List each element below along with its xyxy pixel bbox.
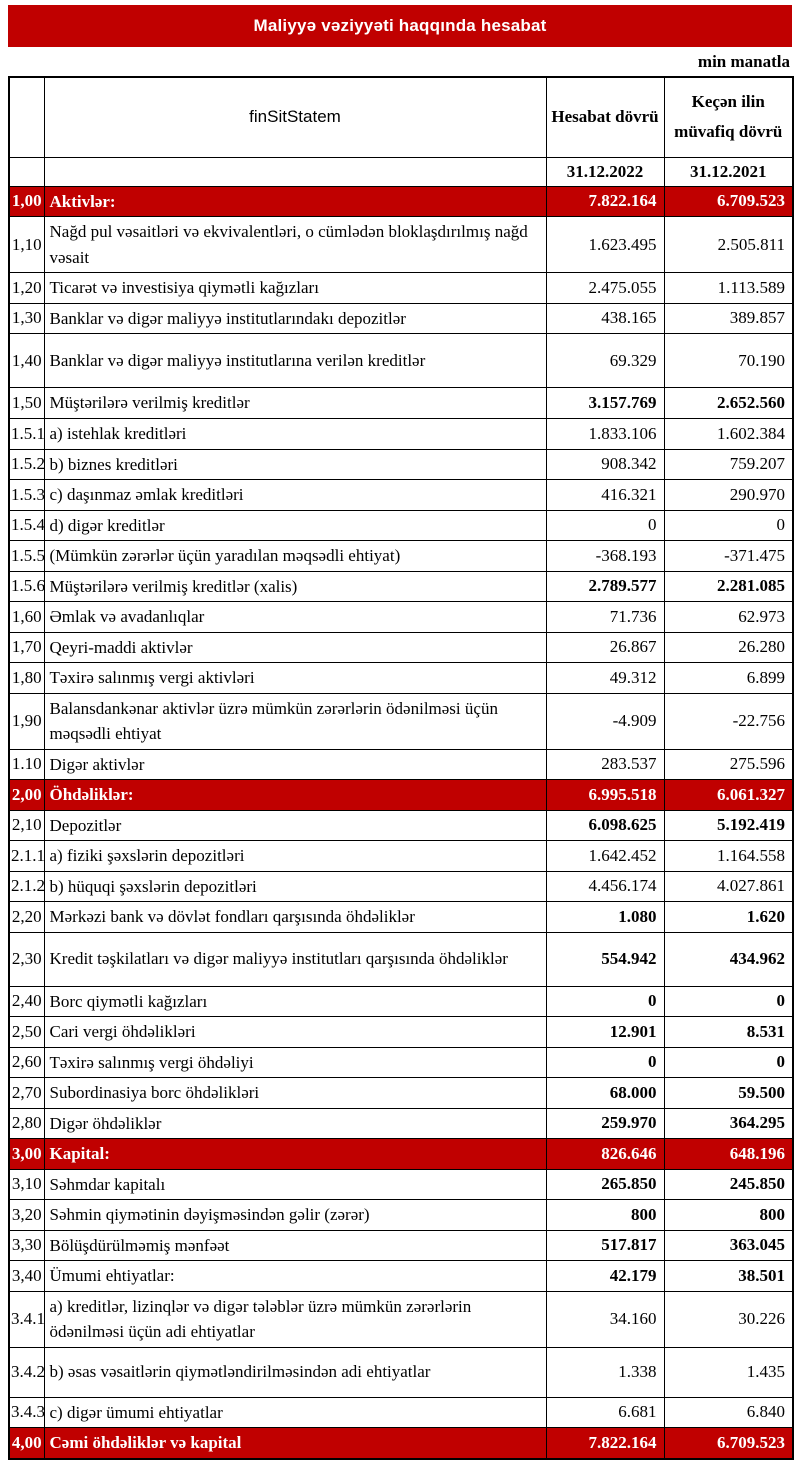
row-label: Mərkəzi bank və dövlət fondları qarşısında öhdəliklər xyxy=(44,902,546,933)
table-row xyxy=(9,663,793,694)
table-row xyxy=(9,449,793,480)
column-header-previous-period: Keçən ilin müvafiq dövrü xyxy=(664,77,793,157)
row-value-2022: -4.909 xyxy=(546,693,664,749)
row-code: 2.1.1 xyxy=(9,841,44,872)
row-label: Səhmin qiymətinin dəyişməsindən gəlir (zərər) xyxy=(44,1200,546,1231)
report-title-banner xyxy=(8,5,792,47)
row-value-2021: 1.435 xyxy=(664,1347,793,1397)
row-value-2021: 363.045 xyxy=(664,1230,793,1261)
table-row xyxy=(9,480,793,511)
row-value-2021: 0 xyxy=(664,986,793,1017)
row-value-2022: 0 xyxy=(546,510,664,541)
row-value-2022: 1.642.452 xyxy=(546,841,664,872)
row-label: Təxirə salınmış vergi öhdəliyi xyxy=(44,1047,546,1078)
row-code: 1,90 xyxy=(9,693,44,749)
row-code: 3.4.3 xyxy=(9,1397,44,1428)
row-label: a) istehlak kreditləri xyxy=(44,419,546,450)
row-value-2021: 6.709.523 xyxy=(664,1428,793,1459)
row-label: (Mümkün zərərlər üçün yaradılan məqsədli ehtiyat) xyxy=(44,541,546,572)
table-row xyxy=(9,986,793,1017)
row-value-2022: 1.080 xyxy=(546,902,664,933)
row-value-2021: 648.196 xyxy=(664,1139,793,1170)
row-label: Digər öhdəliklər xyxy=(44,1108,546,1139)
table-row xyxy=(9,334,793,388)
row-value-2022: 2.789.577 xyxy=(546,571,664,602)
table-row xyxy=(9,1261,793,1292)
row-value-2022: 517.817 xyxy=(546,1230,664,1261)
section-row xyxy=(9,186,793,217)
row-code: 2,30 xyxy=(9,932,44,986)
row-value-2022: 554.942 xyxy=(546,932,664,986)
row-label: a) kreditlər, lizinqlər və digər tələblər üzrə mümkün zərərlərin ödənilməsi üçün adi ehtiyatlar xyxy=(44,1291,546,1347)
row-label: Qeyri-maddi aktivlər xyxy=(44,632,546,663)
row-code: 3,20 xyxy=(9,1200,44,1231)
table-row xyxy=(9,388,793,419)
row-code: 3,40 xyxy=(9,1261,44,1292)
row-value-2022: 7.822.164 xyxy=(546,186,664,217)
row-code: 1,50 xyxy=(9,388,44,419)
row-code: 1,30 xyxy=(9,303,44,334)
table-row xyxy=(9,1230,793,1261)
row-value-2022: 416.321 xyxy=(546,480,664,511)
row-code: 3.4.2 xyxy=(9,1347,44,1397)
row-value-2021: 62.973 xyxy=(664,602,793,633)
row-value-2022: 1.623.495 xyxy=(546,217,664,273)
unit-note: min manatla xyxy=(697,52,790,71)
date-previous: 31.12.2021 xyxy=(664,157,793,186)
row-value-2021: 759.207 xyxy=(664,449,793,480)
table-row xyxy=(9,810,793,841)
row-value-2022: 68.000 xyxy=(546,1078,664,1109)
row-value-2022: -368.193 xyxy=(546,541,664,572)
table-row xyxy=(9,1291,793,1347)
row-code: 1,80 xyxy=(9,663,44,694)
row-label: Nağd pul vəsaitləri və ekvivalentləri, o cümlədən bloklaşdırılmış nağd vəsait xyxy=(44,217,546,273)
report-title: Maliyyə vəziyyəti haqqında hesabat xyxy=(253,16,547,35)
row-value-2021: 26.280 xyxy=(664,632,793,663)
row-code: 1,60 xyxy=(9,602,44,633)
row-value-2021: 30.226 xyxy=(664,1291,793,1347)
row-code: 2,80 xyxy=(9,1108,44,1139)
table-row xyxy=(9,693,793,749)
row-label: Kredit təşkilatları və digər maliyyə institutları qarşısında öhdəliklər xyxy=(44,932,546,986)
row-code: 1.5.6 xyxy=(9,571,44,602)
row-code: 2,20 xyxy=(9,902,44,933)
row-label: Cari vergi öhdəlikləri xyxy=(44,1017,546,1048)
row-code: 1.5.1 xyxy=(9,419,44,450)
table-row xyxy=(9,1397,793,1428)
row-value-2022: 0 xyxy=(546,1047,664,1078)
table-row xyxy=(9,1078,793,1109)
row-value-2022: 1.833.106 xyxy=(546,419,664,450)
row-value-2021: 4.027.861 xyxy=(664,871,793,902)
table-row xyxy=(9,510,793,541)
table-row xyxy=(9,541,793,572)
row-code: 2,70 xyxy=(9,1078,44,1109)
row-value-2021: 1.620 xyxy=(664,902,793,933)
row-value-2022: 438.165 xyxy=(546,303,664,334)
row-code: 2,60 xyxy=(9,1047,44,1078)
table-row xyxy=(9,1047,793,1078)
row-value-2021: 0 xyxy=(664,510,793,541)
row-label: Aktivlər: xyxy=(44,186,546,217)
row-label: Əmlak və avadanlıqlar xyxy=(44,602,546,633)
row-label: Balansdankənar aktivlər üzrə mümkün zərərlərin ödənilməsi üçün məqsədli ehtiyat xyxy=(44,693,546,749)
row-label: b) hüquqi şəxslərin depozitləri xyxy=(44,871,546,902)
header-empty-cell xyxy=(9,77,44,157)
row-value-2022: 908.342 xyxy=(546,449,664,480)
row-label: Banklar və digər maliyyə institutlarındakı depozitlər xyxy=(44,303,546,334)
row-label: Öhdəliklər: xyxy=(44,780,546,811)
row-code: 4,00 xyxy=(9,1428,44,1459)
table-row xyxy=(9,571,793,602)
row-value-2021: 290.970 xyxy=(664,480,793,511)
row-label: Banklar və digər maliyyə institutlarına verilən kreditlər xyxy=(44,334,546,388)
row-label: c) digər ümumi ehtiyatlar xyxy=(44,1397,546,1428)
table-row xyxy=(9,273,793,304)
row-value-2021: 6.709.523 xyxy=(664,186,793,217)
table-row xyxy=(9,1017,793,1048)
financial-statement-table xyxy=(8,76,794,1460)
row-label: d) digər kreditlər xyxy=(44,510,546,541)
row-code: 2,50 xyxy=(9,1017,44,1048)
row-value-2022: 49.312 xyxy=(546,663,664,694)
table-row xyxy=(9,902,793,933)
row-value-2021: -22.756 xyxy=(664,693,793,749)
row-code: 1.5.5 xyxy=(9,541,44,572)
row-code: 2,40 xyxy=(9,986,44,1017)
table-row xyxy=(9,932,793,986)
row-label: Depozitlər xyxy=(44,810,546,841)
section-row xyxy=(9,1428,793,1459)
row-label: Təxirə salınmış vergi aktivləri xyxy=(44,663,546,694)
row-code: 3.4.1 xyxy=(9,1291,44,1347)
table-row xyxy=(9,749,793,780)
date-empty-code-cell xyxy=(9,157,44,186)
row-value-2021: 0 xyxy=(664,1047,793,1078)
table-row xyxy=(9,217,793,273)
row-code: 1,40 xyxy=(9,334,44,388)
table-row xyxy=(9,602,793,633)
row-label: Subordinasiya borc öhdəlikləri xyxy=(44,1078,546,1109)
date-empty-label-cell xyxy=(44,157,546,186)
row-value-2021: 2.505.811 xyxy=(664,217,793,273)
row-label: Ticarət və investisiya qiymətli kağızları xyxy=(44,273,546,304)
row-value-2021: 6.840 xyxy=(664,1397,793,1428)
row-code: 2,10 xyxy=(9,810,44,841)
row-value-2022: 4.456.174 xyxy=(546,871,664,902)
table-row xyxy=(9,1169,793,1200)
row-value-2022: 6.995.518 xyxy=(546,780,664,811)
report-page xyxy=(0,5,800,1460)
row-value-2021: 364.295 xyxy=(664,1108,793,1139)
table-row xyxy=(9,1347,793,1397)
row-code: 1.5.2 xyxy=(9,449,44,480)
table-row xyxy=(9,632,793,663)
table-row xyxy=(9,1200,793,1231)
row-value-2022: 259.970 xyxy=(546,1108,664,1139)
row-value-2022: 71.736 xyxy=(546,602,664,633)
row-value-2022: 2.475.055 xyxy=(546,273,664,304)
row-value-2022: 265.850 xyxy=(546,1169,664,1200)
date-row xyxy=(9,157,793,186)
row-code: 1,10 xyxy=(9,217,44,273)
row-label: b) biznes kreditləri xyxy=(44,449,546,480)
row-value-2022: 283.537 xyxy=(546,749,664,780)
row-label: Borc qiymətli kağızları xyxy=(44,986,546,1017)
row-value-2021: 1.113.589 xyxy=(664,273,793,304)
table-body xyxy=(9,186,793,1459)
row-value-2022: 12.901 xyxy=(546,1017,664,1048)
row-value-2022: 0 xyxy=(546,986,664,1017)
table-row xyxy=(9,303,793,334)
row-label: Cəmi öhdəliklər və kapital xyxy=(44,1428,546,1459)
row-code: 1,20 xyxy=(9,273,44,304)
row-value-2022: 6.681 xyxy=(546,1397,664,1428)
row-value-2021: 1.602.384 xyxy=(664,419,793,450)
table-row xyxy=(9,1108,793,1139)
row-label: Müştərilərə verilmiş kreditlər (xalis) xyxy=(44,571,546,602)
row-value-2022: 26.867 xyxy=(546,632,664,663)
row-value-2021: 434.962 xyxy=(664,932,793,986)
row-code: 1,70 xyxy=(9,632,44,663)
row-code: 1,00 xyxy=(9,186,44,217)
row-value-2022: 1.338 xyxy=(546,1347,664,1397)
row-code: 1.5.4 xyxy=(9,510,44,541)
row-label: Səhmdar kapitalı xyxy=(44,1169,546,1200)
row-value-2022: 69.329 xyxy=(546,334,664,388)
row-value-2021: 2.281.085 xyxy=(664,571,793,602)
row-code: 2,00 xyxy=(9,780,44,811)
row-value-2022: 42.179 xyxy=(546,1261,664,1292)
row-value-2022: 826.646 xyxy=(546,1139,664,1170)
row-code: 1.10 xyxy=(9,749,44,780)
column-header-name: finSitStatem xyxy=(44,77,546,157)
row-value-2021: 389.857 xyxy=(664,303,793,334)
row-value-2022: 34.160 xyxy=(546,1291,664,1347)
section-row xyxy=(9,780,793,811)
row-code: 2.1.2 xyxy=(9,871,44,902)
row-value-2021: 8.531 xyxy=(664,1017,793,1048)
row-value-2021: -371.475 xyxy=(664,541,793,572)
row-code: 1.5.3 xyxy=(9,480,44,511)
row-value-2021: 800 xyxy=(664,1200,793,1231)
row-value-2021: 38.501 xyxy=(664,1261,793,1292)
row-value-2021: 59.500 xyxy=(664,1078,793,1109)
header-row xyxy=(9,77,793,157)
table-row xyxy=(9,841,793,872)
row-code: 3,00 xyxy=(9,1139,44,1170)
row-value-2022: 3.157.769 xyxy=(546,388,664,419)
row-value-2022: 800 xyxy=(546,1200,664,1231)
column-header-current-period: Hesabat dövrü xyxy=(546,77,664,157)
row-code: 3,30 xyxy=(9,1230,44,1261)
row-value-2022: 7.822.164 xyxy=(546,1428,664,1459)
row-value-2022: 6.098.625 xyxy=(546,810,664,841)
row-label: Müştərilərə verilmiş kreditlər xyxy=(44,388,546,419)
row-value-2021: 70.190 xyxy=(664,334,793,388)
row-label: b) əsas vəsaitlərin qiymətləndirilməsindən adi ehtiyatlar xyxy=(44,1347,546,1397)
row-label: Ümumi ehtiyatlar: xyxy=(44,1261,546,1292)
row-value-2021: 5.192.419 xyxy=(664,810,793,841)
row-label: Bölüşdürülməmiş mənfəət xyxy=(44,1230,546,1261)
row-value-2021: 6.061.327 xyxy=(664,780,793,811)
row-value-2021: 6.899 xyxy=(664,663,793,694)
row-value-2021: 245.850 xyxy=(664,1169,793,1200)
row-code: 3,10 xyxy=(9,1169,44,1200)
section-row xyxy=(9,1139,793,1170)
date-current: 31.12.2022 xyxy=(546,157,664,186)
row-label: c) daşınmaz əmlak kreditləri xyxy=(44,480,546,511)
table-row xyxy=(9,871,793,902)
row-value-2021: 1.164.558 xyxy=(664,841,793,872)
row-value-2021: 2.652.560 xyxy=(664,388,793,419)
row-label: Kapital: xyxy=(44,1139,546,1170)
row-value-2021: 275.596 xyxy=(664,749,793,780)
table-row xyxy=(9,419,793,450)
row-label: a) fiziki şəxslərin depozitləri xyxy=(44,841,546,872)
row-label: Digər aktivlər xyxy=(44,749,546,780)
